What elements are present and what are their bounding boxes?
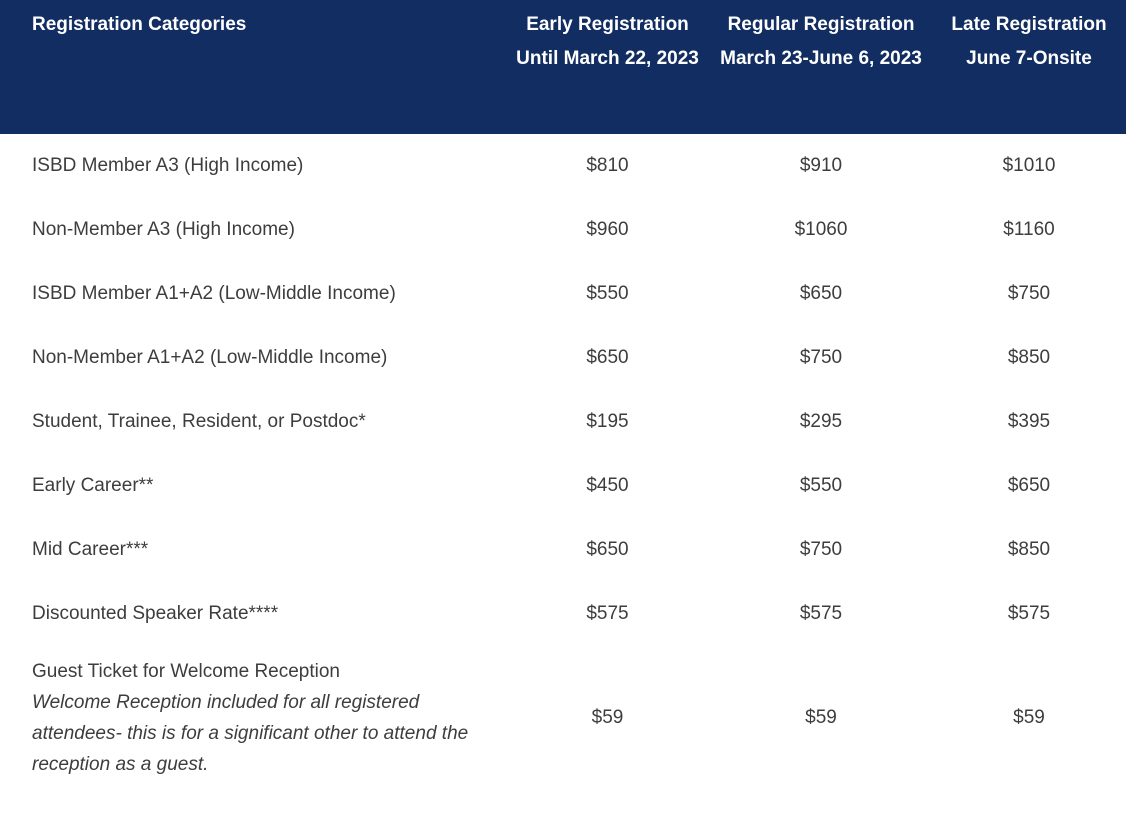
guest-ticket-note: Welcome Reception included for all registered attendees- this is for a significant other to attend the reception as a guest. <box>32 692 469 775</box>
table-row <box>0 518 1126 582</box>
early-price: $575 <box>586 603 629 624</box>
late-price: $395 <box>1007 411 1051 432</box>
header-row <box>0 0 1126 134</box>
early-price: $450 <box>586 475 629 496</box>
late-price: $650 <box>1007 475 1051 496</box>
row-category: Mid Career*** <box>32 539 149 560</box>
early-price: $59 <box>591 707 624 728</box>
table-header <box>0 0 1126 134</box>
table-row <box>0 582 1126 646</box>
early-price: $550 <box>586 283 629 304</box>
regular-price: $650 <box>799 283 843 304</box>
late-price: $1010 <box>1002 155 1056 176</box>
late-price: $750 <box>1007 283 1051 304</box>
regular-price: $550 <box>799 475 843 496</box>
header-registration-categories: Registration Categories <box>32 14 247 35</box>
late-price: $850 <box>1007 347 1051 368</box>
row-category: ISBD Member A1+A2 (Low-Middle Income) <box>32 283 396 304</box>
table-row <box>0 454 1126 518</box>
guest-ticket-row <box>0 646 1126 790</box>
early-price: $195 <box>586 411 629 432</box>
table-row <box>0 390 1126 454</box>
late-price: $1160 <box>1003 219 1055 240</box>
late-price: $59 <box>1013 707 1045 728</box>
header-late-registration: Late Registration June 7-Onsite <box>951 14 1107 69</box>
guest-category-cell <box>0 646 505 790</box>
late-price: $850 <box>1007 539 1051 560</box>
late-price: $575 <box>1007 603 1051 624</box>
table-row <box>0 198 1126 262</box>
table-row <box>0 262 1126 326</box>
row-category: Early Career** <box>32 475 154 496</box>
row-category: Discounted Speaker Rate**** <box>32 603 279 624</box>
regular-price: $1060 <box>794 219 848 240</box>
early-price: $650 <box>586 347 629 368</box>
regular-price: $59 <box>805 707 837 728</box>
row-category: Student, Trainee, Resident, or Postdoc* <box>32 411 366 432</box>
early-price: $810 <box>586 155 629 176</box>
early-price: $960 <box>586 219 629 240</box>
row-category: Non-Member A1+A2 (Low-Middle Income) <box>32 347 388 368</box>
regular-price: $750 <box>799 347 843 368</box>
regular-price: $750 <box>799 539 843 560</box>
table-body <box>0 134 1126 790</box>
regular-price: $910 <box>799 155 843 176</box>
regular-price: $295 <box>799 411 843 432</box>
row-category: Non-Member A3 (High Income) <box>32 219 295 240</box>
table-row <box>0 326 1126 390</box>
early-price: $650 <box>586 539 629 560</box>
guest-ticket-label: Guest Ticket for Welcome Reception <box>32 661 340 682</box>
regular-price: $575 <box>799 603 843 624</box>
row-category: ISBD Member A3 (High Income) <box>32 155 304 176</box>
header-early-registration: Early Registration Until March 22, 2023 <box>516 14 699 69</box>
header-regular-registration: Regular Registration March 23-June 6, 2023 <box>720 14 922 69</box>
table-row <box>0 134 1126 198</box>
